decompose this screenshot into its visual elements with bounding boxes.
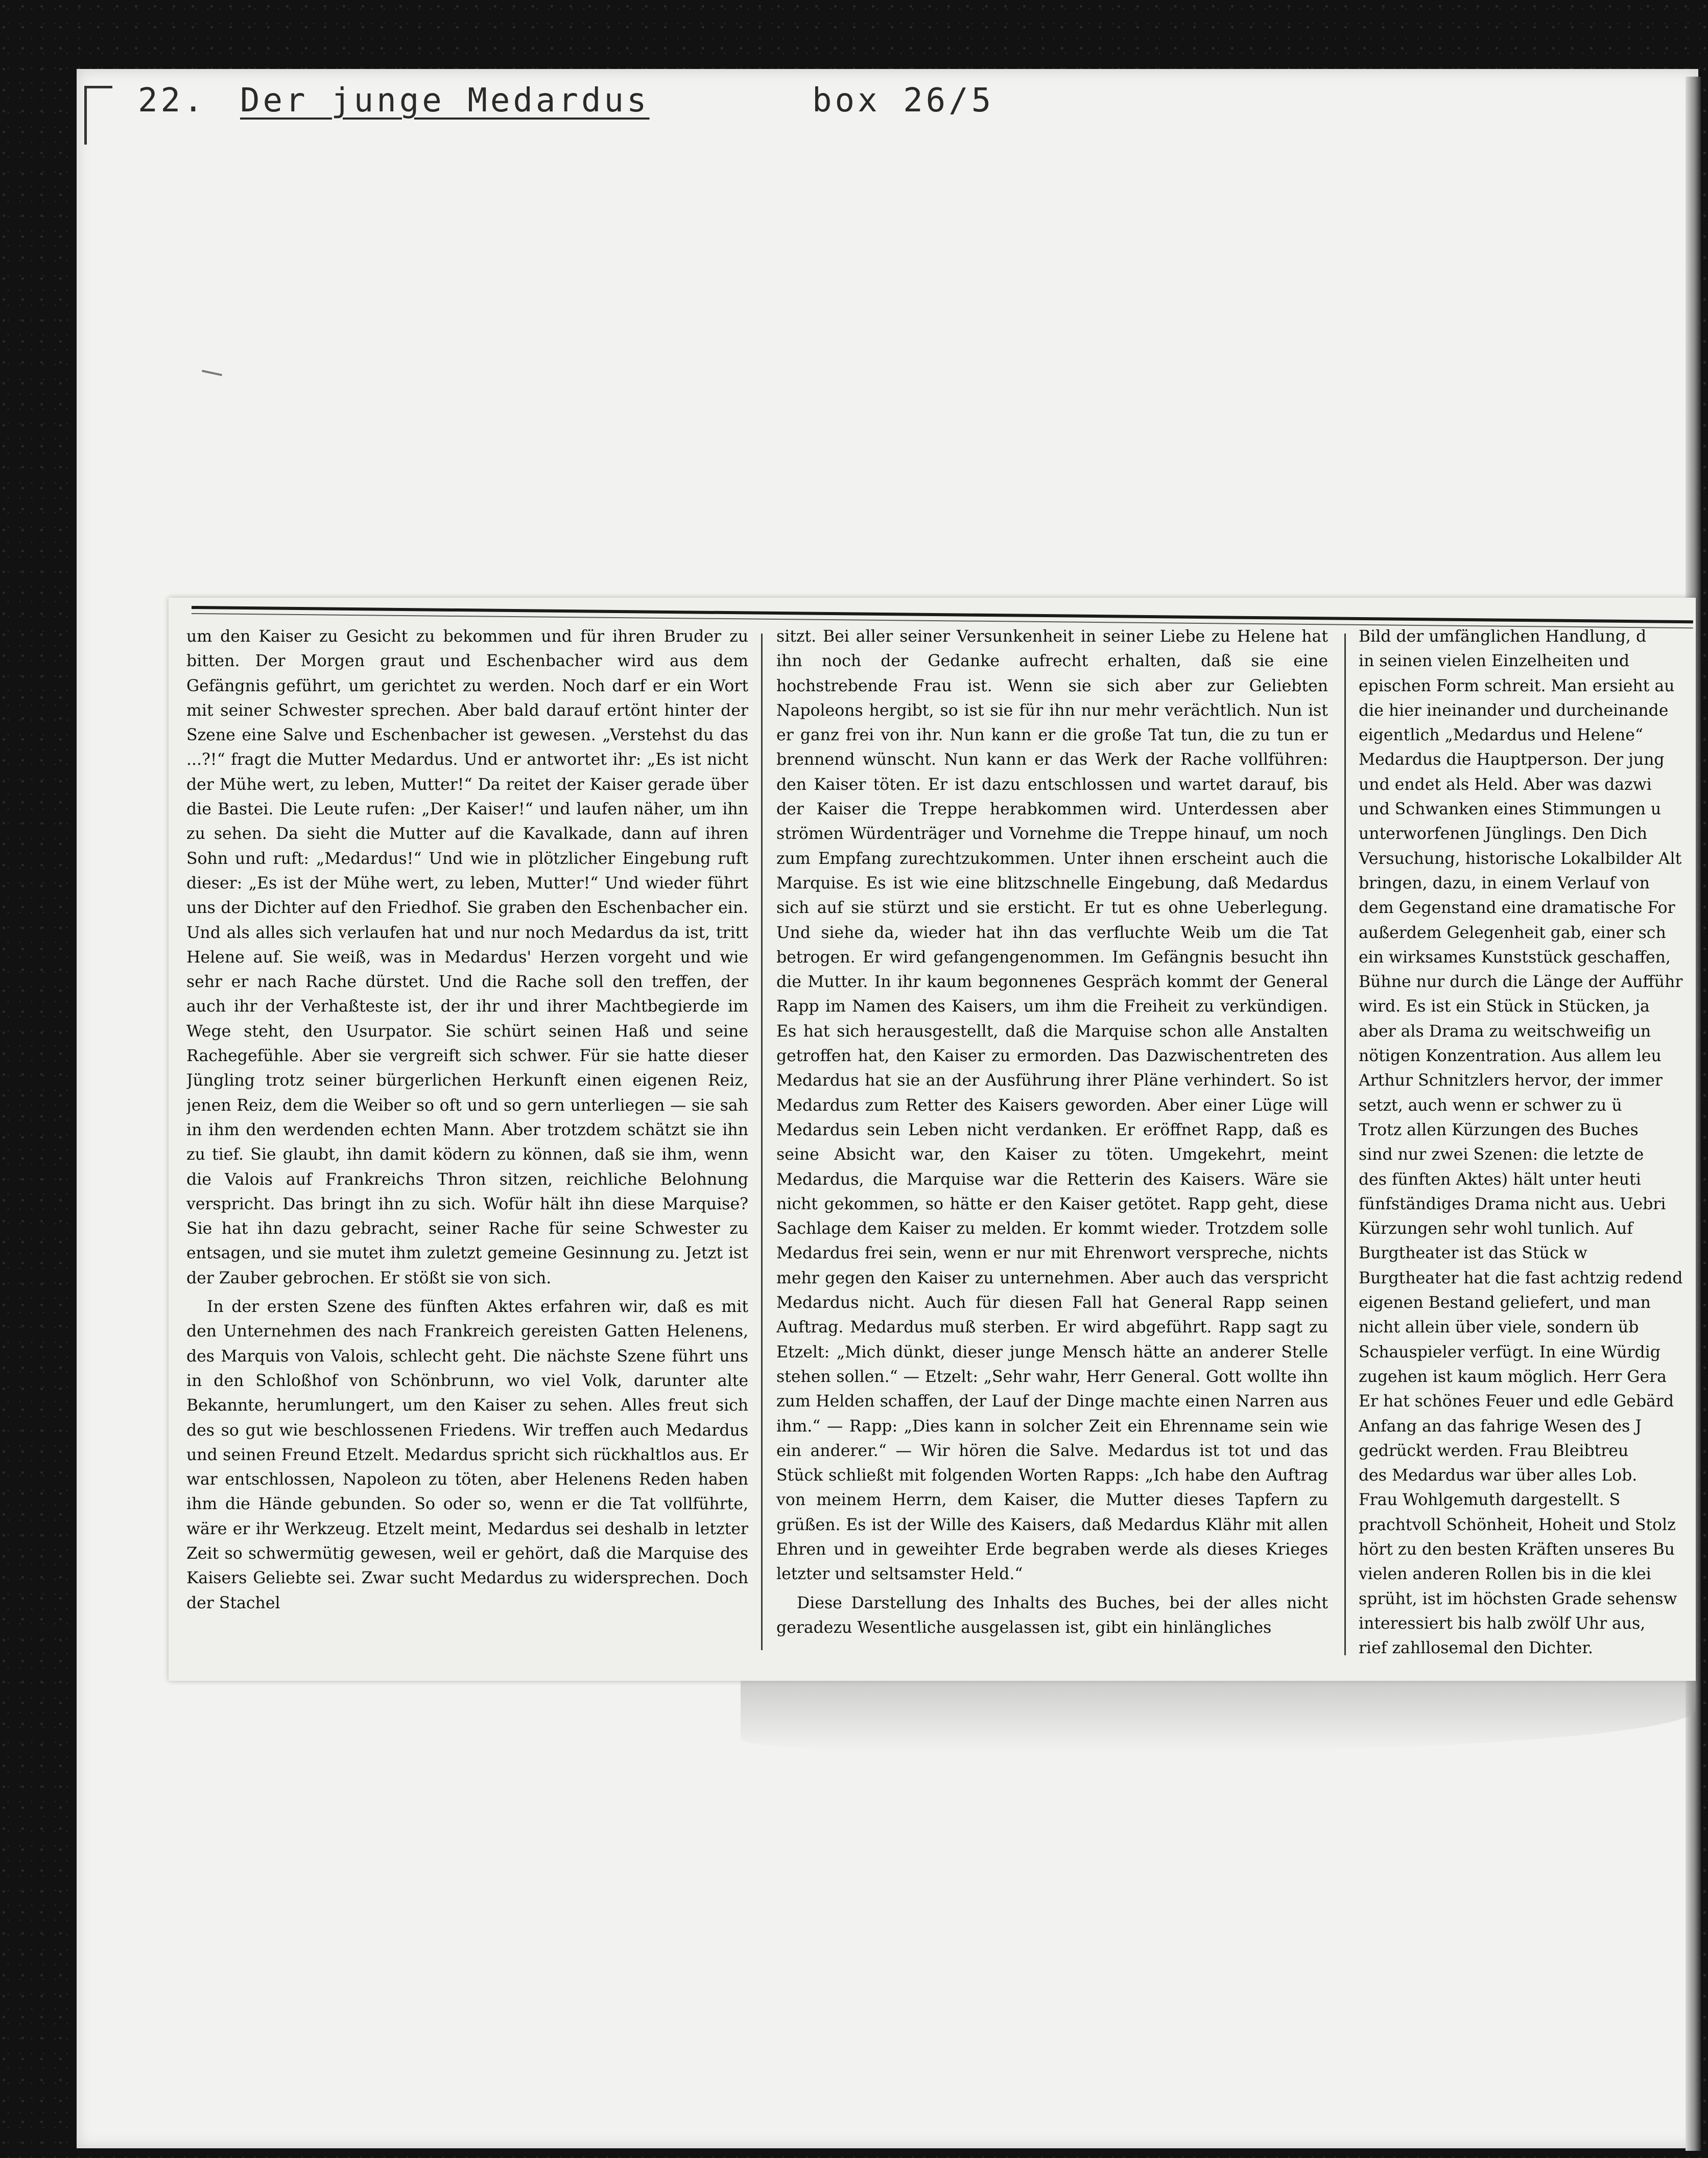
text-line: vielen anderen Rollen bis in die klei [1359,1565,1651,1584]
text-line: Schauspieler verfügt. In eine Würdig [1359,1343,1660,1362]
box-label: box 26/5 [812,82,994,120]
folder-title: Der junge Medardus [240,82,650,120]
text-line: unterworfenen Jünglings. Den Dich [1359,825,1648,843]
text-line: Frau Wohlgemuth dargestellt. S [1359,1491,1621,1510]
text-line: außerdem Gelegenheit gab, einer sch [1359,923,1666,942]
text-line: die hier ineinander und durcheinande [1359,701,1669,720]
article-column-3 [1359,624,1691,1661]
text-line: dem Gegenstand eine dramatische For [1359,899,1675,918]
corner-crop-mark [84,86,112,145]
text-line: prachtvoll Schönheit, Hoheit und Stolz [1359,1515,1676,1534]
text-line: Trotz allen Kürzungen des Buches [1359,1120,1639,1139]
text-line: Er hat schönes Feuer und edle Gebärd [1359,1392,1674,1411]
text-line: bringen, dazu, in einem Verlauf von [1359,874,1650,893]
text-line: sprüht, ist im höchsten Grade sehensw [1359,1589,1677,1608]
folder-number: 22. [138,82,206,120]
text-line: nötigen Konzentration. Aus allem leu [1359,1047,1662,1066]
text-line: epischen Form schreit. Man ersieht au [1359,676,1675,695]
text-line: in seinen vielen Einzelheiten und [1359,652,1630,671]
paragraph: sitzt. Bei aller seiner Versunkenheit in seiner Liebe zu Helene hat ihn noch der Gedanke aufrecht erhalten, daß sie eine hochstrebende Frau ist. Wenn sie sich aber zur Geliebten Napoleons hergibt, so ist sie für ihn nur mehr verächtlich. Nun ist er ganz frei von ihr. Nun kann er die große Tat tun, die zu tun er brennend wünscht. Nun kann er das Werk der Rache vollführen: den Kaiser töten. Er ist dazu entschlossen und wartet darauf, bis der Kaiser die Treppe herabkommen wird. Unterdessen aber strömen Würdenträger und Vornehme die Treppe hinauf, um noch zum Empfang zurechtzukommen. Unter ihnen erscheint auch die Marquise. Es ist wie eine blitzschnelle Eingebung, daß Medardus sich auf sie stürzt und sie ersticht. Er tut es ohne Ueberlegung. Und siehe da, wieder hat ihn das verfluchte Weib um die Tat betrogen. Er wird gefangengenommen. Im Gefängnis besucht ihn die Mutter. In ihr kaum begonnenes Gespräch kommt der General Rapp im Namen des Kaisers, um ihm die Freiheit zu verkündigen. Es hat sich herausgestellt, daß die Marquise schon alle Anstalten getroffen hat, den Kaiser zu ermorden. Das Dazwischentreten des Medardus hat sie an der Ausführung ihrer Pläne verhindert. So ist Medardus zum Retter des Kaisers geworden. Aber einer Lüge will Medardus sein Leben nicht verdanken. Er eröffnet Rapp, daß es seine Absicht war, den Kaiser zu töten. Umgekehrt, meint Medardus, die Marquise war die Retterin des Kaisers. Wäre sie nicht gekommen, so hätte er den Kaiser getötet. Rapp geht, diese Sachlage dem Kaiser zu melden. Er kommt wieder. Trotzdem solle Medardus frei sein, wenn er nur mit Ehrenwort verspreche, nichts mehr gegen den Kaiser zu unternehmen. Aber auch das verspricht Medardus nicht. Auch für diesen Fall hat General Rapp seinen Auftrag. Medardus muß sterben. Er wird abgeführt. Rapp sagt zu Etzelt: „Mich dünkt, dieser junge Mensch hätte an anderer Stelle stehen sollen.“ — Etzelt: „Sehr wahr, Herr General. Gott wollte ihn zum Helden schaffen, der Lauf der Dinge machte einen Narren aus ihm.“ — Rapp: „Dies kann in solcher Zeit ein Ehrenname sein wie ein anderer.“ — Wir hören die Salve. Medardus ist tot und das Stück schließt mit folgenden Worten Rapps: „Ich habe den Auftrag von meinem Herrn, dem Kaiser, die Mutter dieses Tapfern zu grüßen. Es ist der Wille des Kaisers, daß Medardus Klähr mit allen Ehren und in geweihter Erde begraben werde als dieses Krieges letzter und seltsamster Held.“ [776,627,1328,1584]
text-line: gedrückt werden. Frau Bleibtreu [1359,1441,1629,1460]
paragraph: In der ersten Szene des fünften Aktes erfahren wir, daß es mit den Unternehmen des nach Frankreich gereisten Gatten Helenens, des Marquis von Valois, schlecht geht. Die nächste Szene führt uns in den Schloßhof von Schönbrunn, wo viel Volk, darunter alte Bekannte, herumlungert, um den Kaiser zu sehen. Alles freut sich des so gut wie beschlossenen Friedens. Wir treffen auch Medardus und seinen Freund Etzelt. Medardus spricht sich rückhaltlos aus. Er war entschlossen, Napoleon zu töten, aber Helenens Reden haben ihm die Hände gebunden. So oder so, wenn er die Tat vollführte, wäre er ihr Werkzeug. Etzelt meint, Medardus sei deshalb in letzter Zeit so schwermütig gewesen, weil er gehört, daß die Marquise des Kaisers Geliebte sei. Zwar sucht Medardus zu widersprechen. Doch der Stachel [186,1298,748,1612]
text-line: ein wirksames Kunststück geschaffen, [1359,948,1671,967]
text-line: fünfständiges Drama nicht aus. Uebri [1359,1194,1666,1213]
text-line: Versuchung, historische Lokalbilder Alt [1359,849,1682,868]
text-line: Kürzungen sehr wohl tunlich. Auf [1359,1219,1633,1238]
text-line: Burgtheater ist das Stück w [1359,1244,1587,1263]
text-line: hört zu den besten Kräften unseres Bu [1359,1540,1675,1559]
text-line: Bühne nur durch die Länge der Aufführ [1359,973,1683,992]
column-rule [761,634,763,1650]
text-line: des fünften Aktes) hält unter heuti [1359,1170,1641,1189]
text-line: sind nur zwei Szenen: die letzte de [1359,1145,1644,1164]
text-line: Arthur Schnitzlers hervor, der immer [1359,1071,1663,1090]
text-line: eigenen Bestand geliefert, und man [1359,1294,1651,1312]
paragraph: um den Kaiser zu Gesicht zu bekommen und für ihren Bruder zu bitten. Der Morgen graut und Eschenbacher wird aus dem Gefängnis geführt, um gerichtet zu werden. Noch darf er ein Wort mit seiner Schwester sprechen. Aber bald darauf ertönt hinter der Szene eine Salve und Eschenbacher ist gewesen. „Verstehst du das ...?!“ fragt die Mutter Medardus. Und er antwortet ihr: „Es ist nicht der Mühe wert, zu leben, Mutter!“ Da reitet der Kaiser gerade über die Bastei. Die Leute rufen: „Der Kaiser!“ und laufen näher, um ihn zu sehen. Da sieht die Mutter auf die Kavalkade, dann auf ihren Sohn und ruft: „Medardus!“ Und wie in plötzlicher Eingebung ruft dieser: „Es ist der Mühe wert, zu leben, Mutter!“ Und wieder führt uns der Dichter auf den Friedhof. Sie graben den Eschenbacher ein. Und als alles sich verlaufen hat und nur noch Medardus da ist, tritt Helene auf. Sie weiß, was in Medardus' Herzen vorgeht und wie sehr er nach Rache dürstet. Und die Rache soll den treffen, der auch ihr der Verhaßteste ist, der ihr und ihrer Machtbegierde im Wege steht, den Usurpator. Sie schürt seinen Haß und seine Rachegefühle. Aber sie vergreift sich schwer. Für sie hatte dieser Jüngling trotz seiner bürgerlichen Herkunft einen eigenen Reiz, jenen Reiz, dem die Weiber so oft und so gern unterliegen — sie sah in ihm den werdenden echten Mann. Aber trotzdem schätzt sie ihn zu tief. Sie glaubt, ihn damit ködern zu können, daß sie ihm, wenn die Valois auf Frankreichs Thron sitzen, reichliche Belohnung verspricht. Das bringt ihn zu sich. Wofür hält ihn diese Marquise? Sie hat ihn dazu gebracht, seiner Rache für seine Schwester zu entsagen, und sie mutet ihm zuletzt gemeine Gesinnung zu. Jetzt ist der Zauber gebrochen. Er stößt sie von sich. [186,627,748,1287]
article-column-2 [776,624,1328,1646]
column-rule [1344,634,1346,1655]
text-line: zugehen ist kaum möglich. Herr Gera [1359,1367,1667,1386]
text-line: rief zahllosemal den Dichter. [1359,1639,1594,1658]
text-line: nicht allein über viele, sondern üb [1359,1318,1639,1337]
text-line: aber als Drama zu weitschweifig un [1359,1022,1651,1041]
text-line: interessiert bis halb zwölf Uhr aus, [1359,1614,1646,1633]
text-line: Bild der umfänglichen Handlung, d [1359,627,1647,646]
article-column-1 [186,624,748,1661]
text-line: setzt, auch wenn er schwer zu ü [1359,1096,1622,1115]
text-line: eigentlich „Medardus und Helene“ [1359,726,1644,745]
text-line: und endet als Held. Aber was dazwi [1359,775,1652,794]
text-line: wird. Es ist ein Stück in Stücken, ja [1359,997,1650,1016]
text-line: Medardus die Hauptperson. Der jung [1359,750,1665,769]
text-line: Burgtheater hat die fast achtzig redend [1359,1269,1683,1287]
text-line: Anfang an das fahrige Wesen des J [1359,1417,1642,1436]
text-line: und Schwanken eines Stimmungen u [1359,800,1662,819]
text-line: des Medardus war über alles Lob. [1359,1466,1638,1485]
paragraph: Diese Darstellung des Inhalts des Buches, bei der alles nicht geradezu Wesentliche ausgelassen ist, gibt ein hinlängliches [776,1593,1328,1637]
